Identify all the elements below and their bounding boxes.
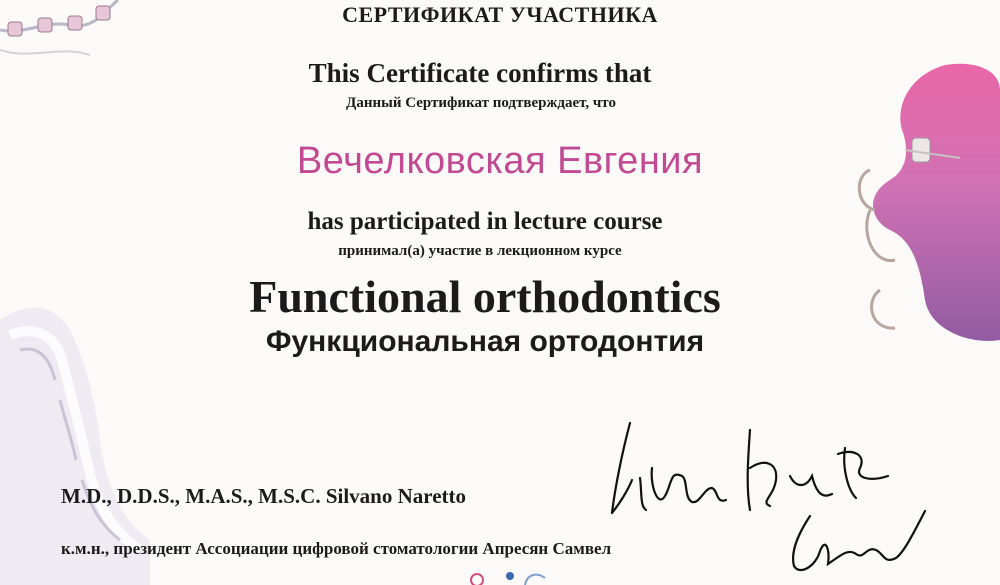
signatory-apresyan: к.м.н., президент Ассоциации цифровой стоматологии Апресян Самвел bbox=[61, 539, 612, 558]
course-title-en: Functional orthodontics bbox=[249, 271, 721, 322]
participation-text-en: has participated in lecture course bbox=[307, 208, 663, 235]
certificate-title: СЕРТИФИКАТ УЧАСТНИКА bbox=[342, 2, 658, 27]
confirmation-text-ru: Данный Сертификат подтверждает, что bbox=[346, 95, 616, 111]
participation-text-ru: принимал(а) участие в лекционном курсе bbox=[338, 243, 622, 259]
course-title-ru: Функциональная ортодонтия bbox=[265, 325, 705, 358]
participant-name: Вечелковская Евгения bbox=[296, 140, 704, 182]
signature-apresyan bbox=[780, 506, 930, 581]
logo-fragment bbox=[465, 566, 555, 585]
confirmation-text-en: This Certificate confirms that bbox=[308, 58, 652, 88]
signatory-naretto: M.D., D.D.S., M.A.S., M.S.C. Silvano Naretto bbox=[61, 484, 467, 508]
